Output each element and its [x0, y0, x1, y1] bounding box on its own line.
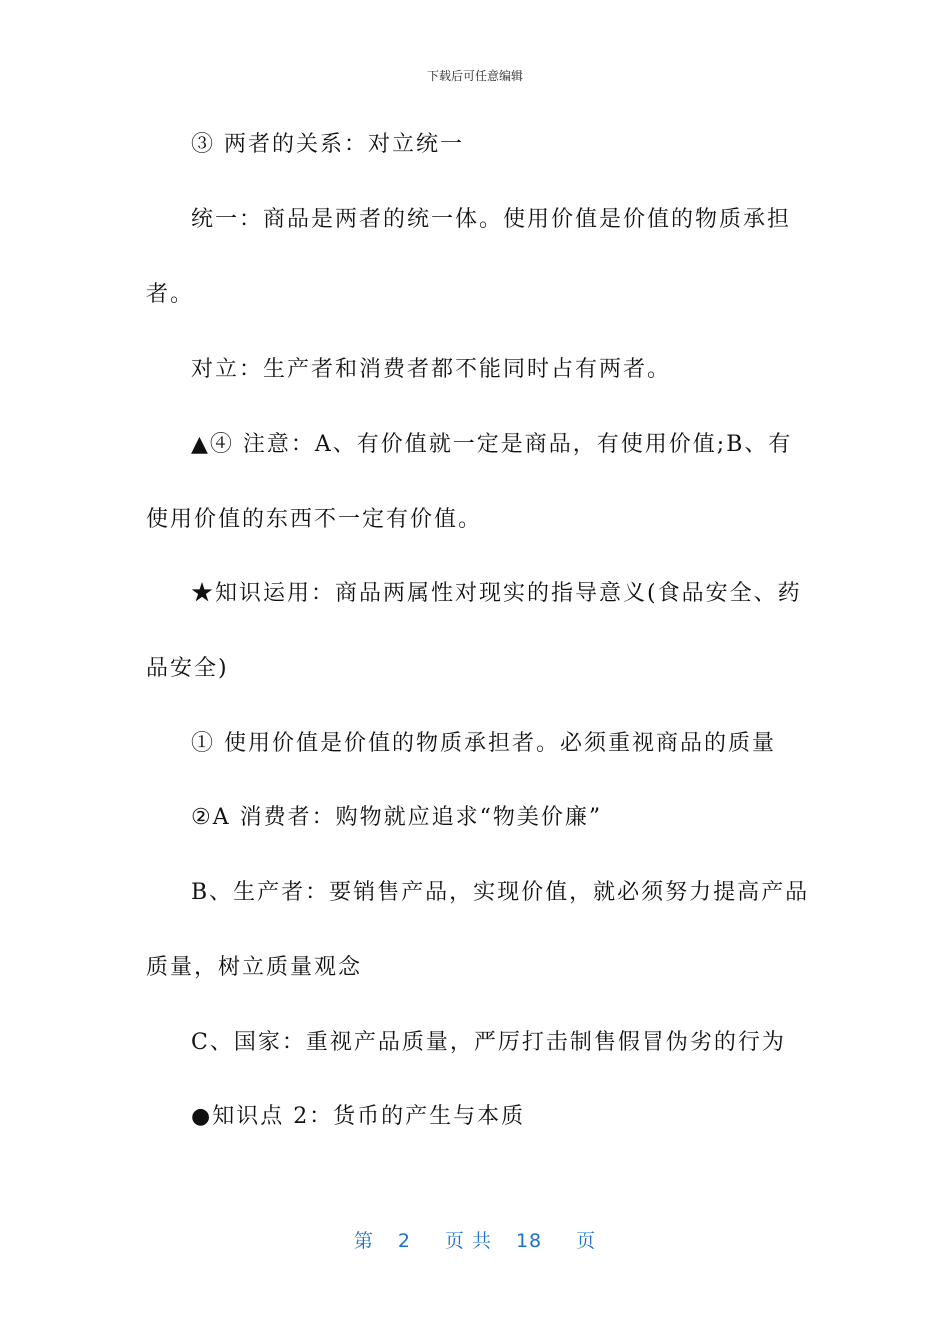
- footer-total-pages: 18: [515, 1230, 543, 1252]
- page-footer: [0, 1226, 950, 1253]
- paragraph-line: ① 使用价值是价值的物质承担者。必须重视商品的质量: [191, 731, 776, 756]
- paragraph-line: C、国家：重视产品质量，严厉打击制售假冒伪劣的行为: [191, 1030, 786, 1055]
- paragraph-line: 统一：商品是两者的统一体。使用价值是价值的物质承担: [191, 207, 792, 232]
- footer-middle: 页 共: [444, 1230, 492, 1252]
- paragraph-line: ②A 消费者：购物就应追求“物美价廉”: [191, 805, 603, 830]
- paragraph-line: 对立：生产者和消费者都不能同时占有两者。: [191, 357, 672, 382]
- paragraph-line: 质量，树立质量观念: [146, 955, 363, 980]
- paragraph-line: ★知识运用：商品两属性对现实的指导意义(食品安全、药: [191, 581, 802, 606]
- page-header: 下载后可任意编辑: [426, 69, 523, 83]
- paragraph-line: 者。: [146, 282, 195, 307]
- paragraph-line: ▲④ 注意：A、有价值就一定是商品，有使用价值;B、有: [191, 432, 793, 457]
- paragraph-line: ●知识点 2：货币的产生与本质: [191, 1104, 526, 1129]
- paragraph-line: B、生产者：要销售产品，实现价值，就必须努力提高产品: [191, 880, 810, 905]
- footer-page-number: 2: [397, 1230, 411, 1252]
- footer-prefix: 第: [353, 1230, 374, 1252]
- footer-suffix: 页: [576, 1230, 597, 1252]
- paragraph-line: 品安全): [146, 656, 229, 681]
- paragraph-line: 使用价值的东西不一定有价值。: [146, 507, 483, 532]
- paragraph-line: ③ 两者的关系：对立统一: [191, 132, 464, 157]
